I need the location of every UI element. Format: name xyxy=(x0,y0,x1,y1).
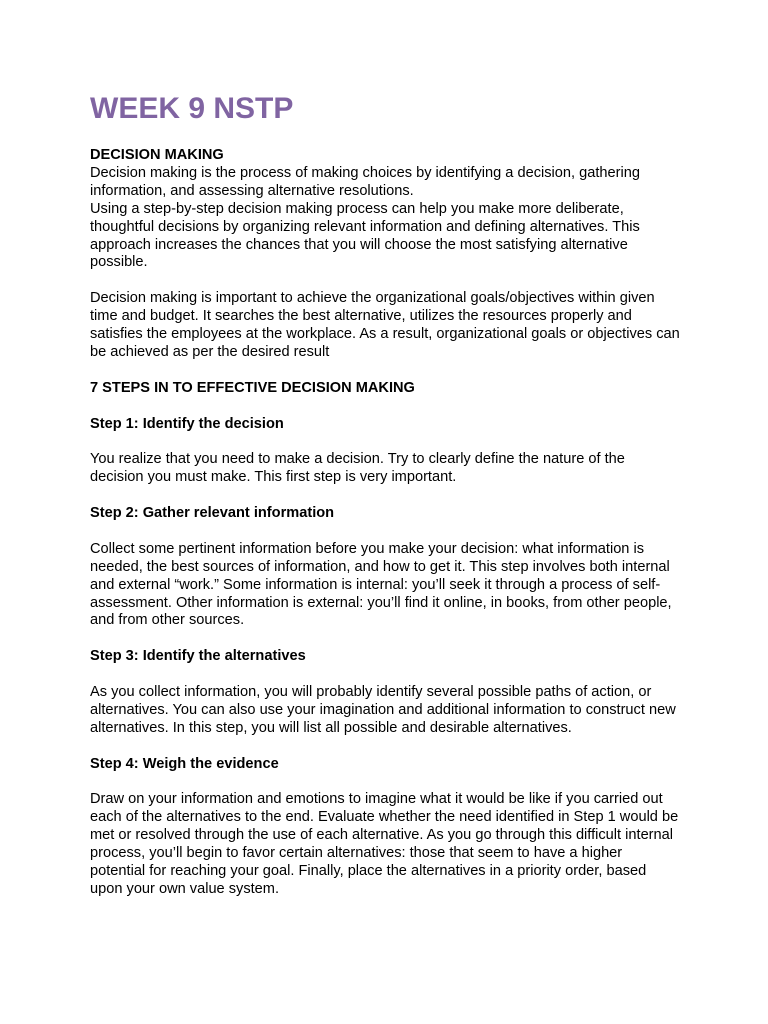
intro-paragraph-1: Decision making is the process of making choices by identifying a decision, gathering information, and assessing alternative resolutions. xyxy=(90,164,640,199)
page-title: WEEK 9 NSTP xyxy=(90,92,294,125)
step-3-text: As you collect information, you will probably identify several possible paths of action, or alternatives. You can also use your imagination and additional information to construct new alternatives. In this step, you will list all possible and desirable alternatives. xyxy=(90,684,676,736)
step-3-heading: Step 3: Identify the alternatives xyxy=(90,648,306,665)
step-4-text: Draw on your information and emotions to imagine what it would be like if you carried out each of the alternatives to the end. Evaluate whether the need identified in Step 1 would be met or resolved through the use of each alternative. As you go through this difficult internal process, you’ll begin to favor certain alternatives: those that seem to have a higher potential for reaching your goal. Finally, place the alternatives in a priority order, based upon your own value system. xyxy=(90,791,679,897)
section-heading-decision-making: DECISION MAKING xyxy=(90,147,224,163)
steps-heading: 7 STEPS IN TO EFFECTIVE DECISION MAKING xyxy=(90,379,415,396)
intro-paragraph-2: Using a step-by-step decision making process can help you make more deliberate, thoughtful decisions by organizing relevant information and defining alternatives. This approach increases the chances that you will choose the most satisfying alternative possible. xyxy=(90,200,640,271)
step-2-text: Collect some pertinent information before you make your decision: what information is needed, the best sources of information, and how to get it. This step involves both internal and external “work.” Some information is internal: you’ll seek it through a process of self-assessment. Other information is external: you’ll find it online, in books, from other people, and from other sources. xyxy=(90,540,672,629)
intro-paragraph-3: Decision making is important to achieve the organizational goals/objectives within given time and budget. It searches the best alternative, utilizes the resources properly and satisfies the employees at the workplace. As a result, organizational goals or objectives can be achieved as per the desired result xyxy=(90,290,680,360)
step-1-heading: Step 1: Identify the decision xyxy=(90,415,284,432)
step-1-text: You realize that you need to make a decision. Try to clearly define the nature of the decision you must make. This first step is very important. xyxy=(90,451,625,486)
step-4-heading: Step 4: Weigh the evidence xyxy=(90,755,279,772)
step-2-heading: Step 2: Gather relevant information xyxy=(90,505,335,522)
document-body xyxy=(90,147,680,899)
